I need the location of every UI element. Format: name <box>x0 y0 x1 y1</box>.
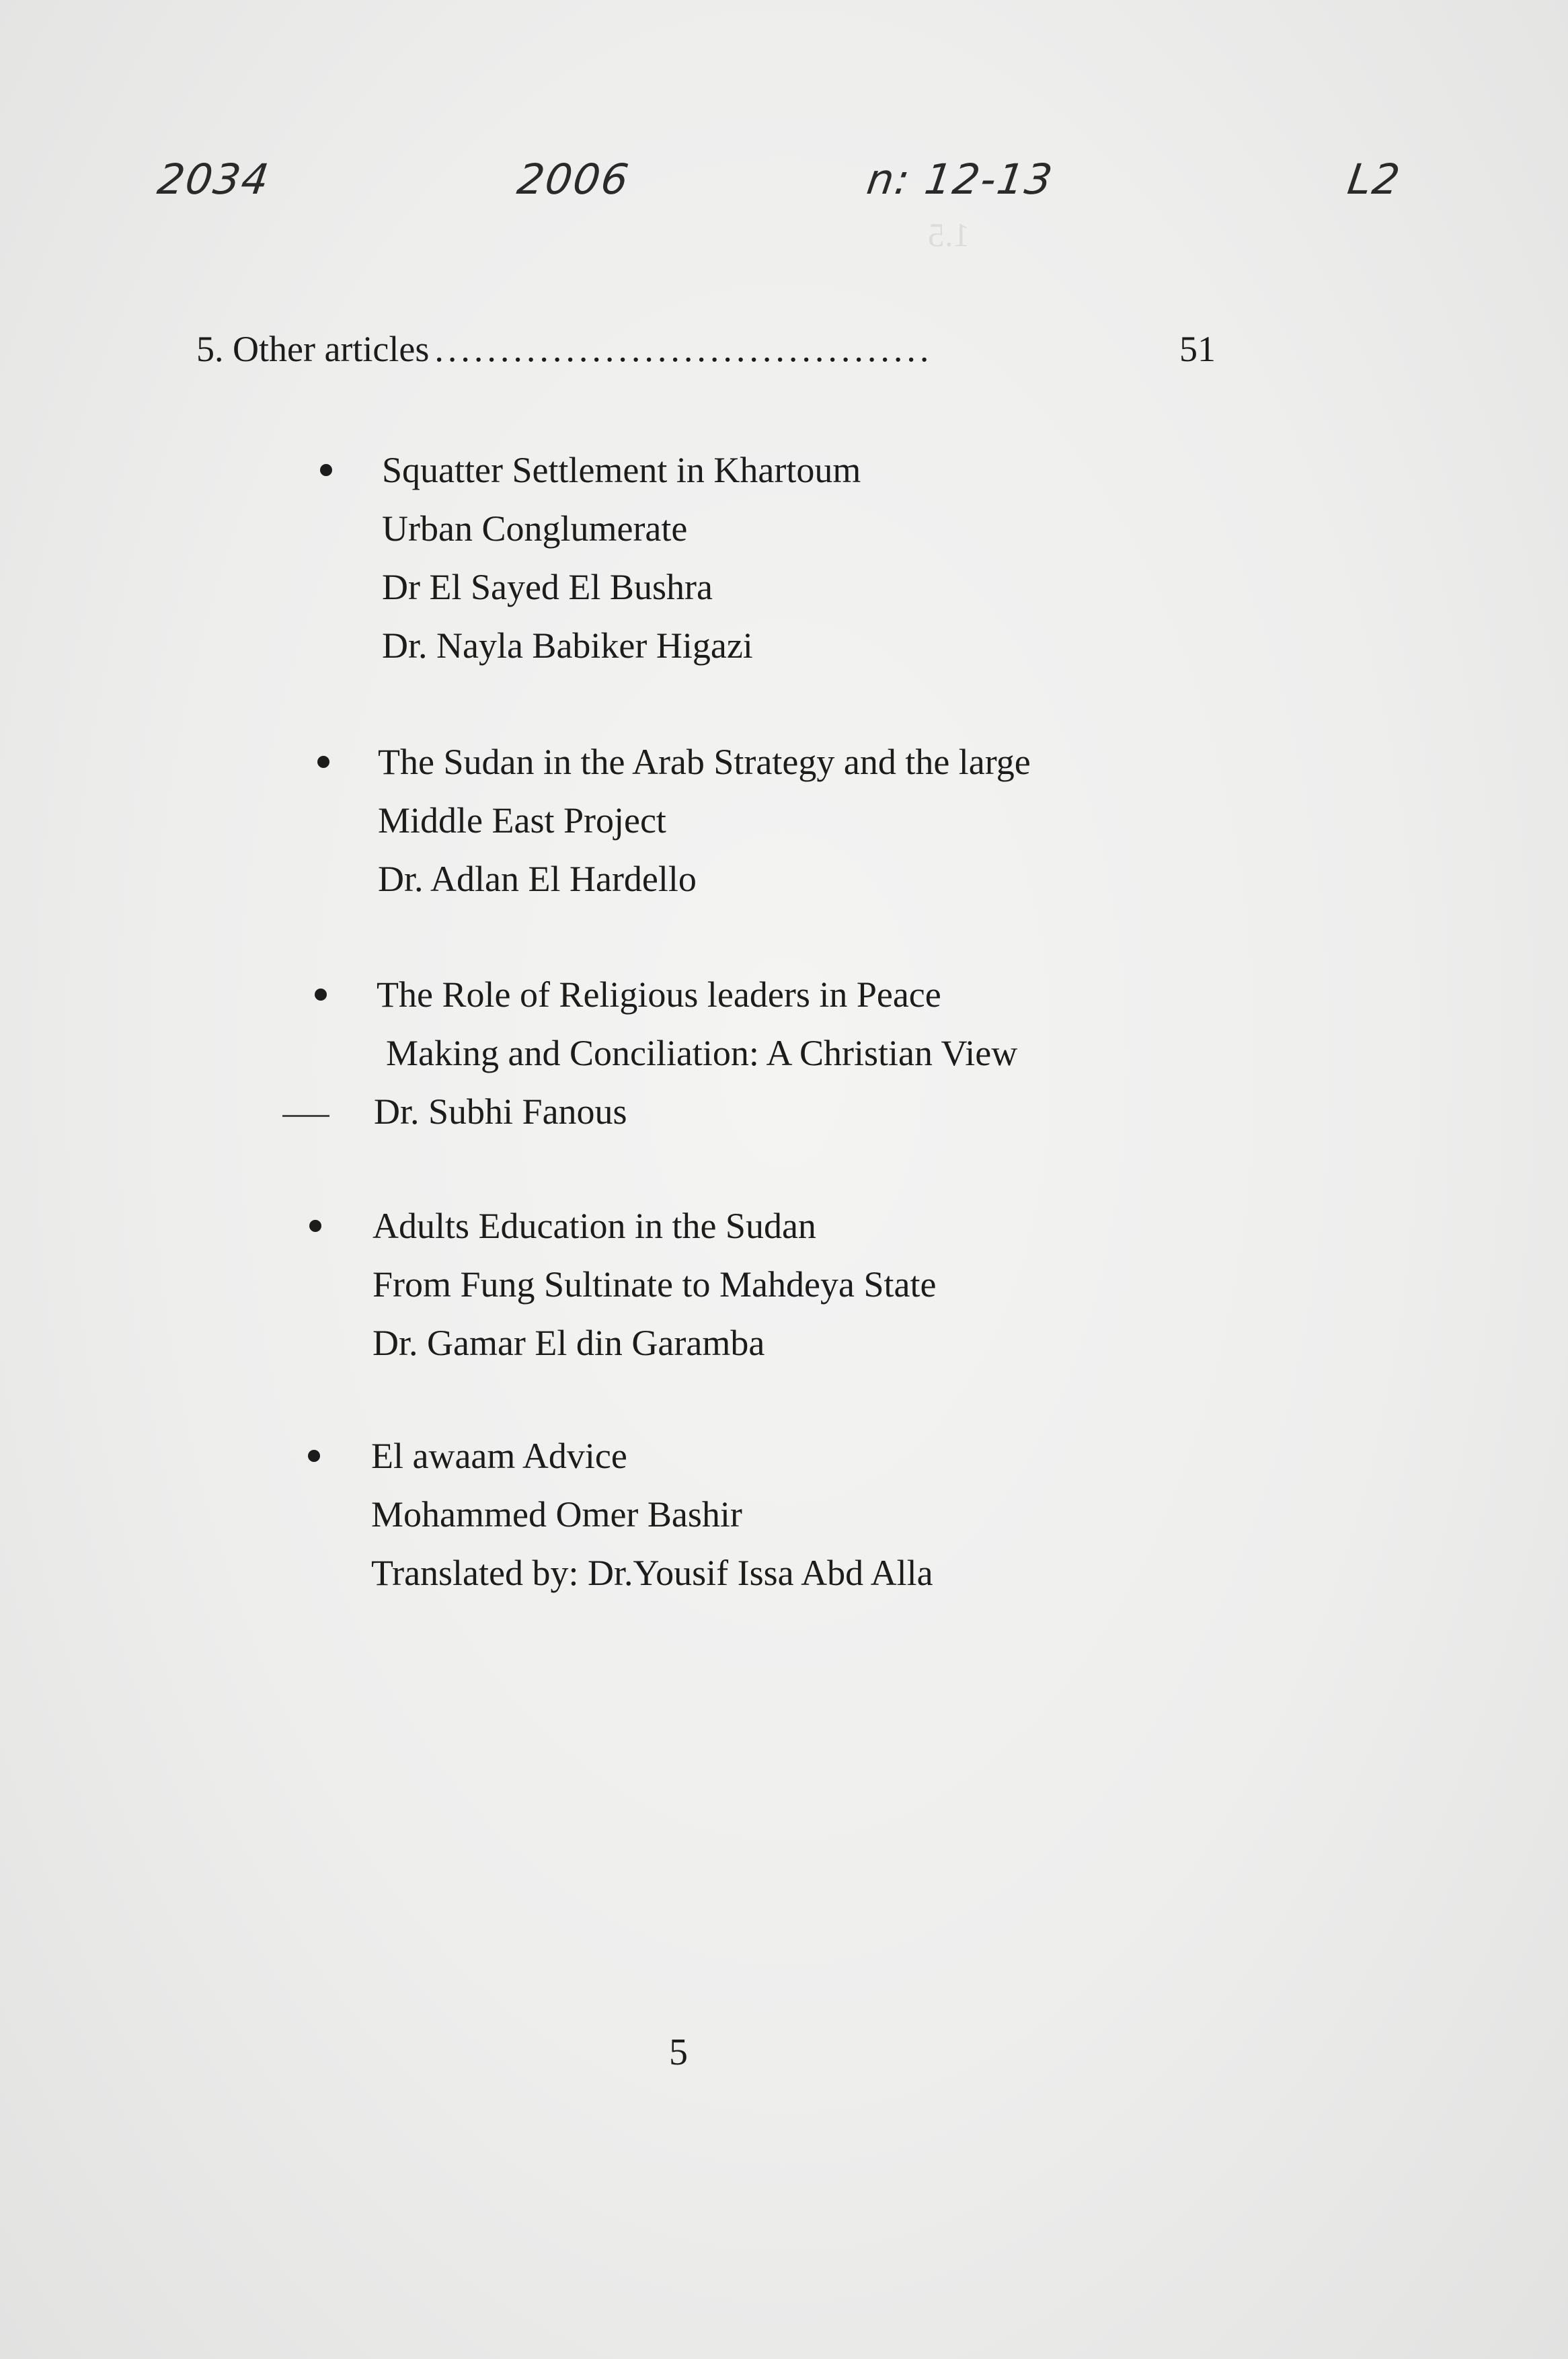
article-title: Squatter Settlement in Khartoum <box>382 450 861 490</box>
toc-page-number: 51 <box>1179 329 1216 369</box>
handwritten-note: n: 12-13 <box>863 155 1057 204</box>
article-author: Dr. Subhi Fanous <box>374 1091 627 1132</box>
article-subtitle: Urban Conglumerate <box>382 508 688 549</box>
article-entry <box>378 733 1031 908</box>
toc-label: 5. Other articles <box>196 329 430 369</box>
bullet-icon <box>315 989 327 1001</box>
article-title: The Sudan in the Arab Strategy and the large <box>378 742 1031 782</box>
article-author: Mohammed Omer Bashir <box>371 1494 742 1535</box>
handwritten-note: 2006 <box>514 155 633 204</box>
article-author: Dr El Sayed El Bushra <box>382 567 713 607</box>
article-entry <box>371 1427 933 1602</box>
article-entry <box>374 966 1018 1141</box>
article-subtitle: Making and Conciliation: A Christian View <box>386 1033 1018 1073</box>
article-subtitle: Middle East Project <box>378 800 666 841</box>
article-entry <box>382 441 861 675</box>
handwritten-note: L2 <box>1344 155 1405 204</box>
article-title: El awaam Advice <box>371 1436 627 1476</box>
bullet-icon <box>317 756 329 768</box>
article-subtitle: From Fung Sultinate to Mahdeya State <box>373 1264 937 1305</box>
article-author: Dr. Gamar El din Garamba <box>373 1323 765 1363</box>
article-author: Dr. Adlan El Hardello <box>378 859 697 899</box>
article-title: The Role of Religious leaders in Peace <box>377 974 941 1015</box>
article-translator: Translated by: Dr.Yousif Issa Abd Alla <box>371 1553 933 1593</box>
bleed-through-text: 1.5 <box>928 216 970 254</box>
bullet-icon <box>308 1450 320 1462</box>
article-title: Adults Education in the Sudan <box>373 1206 816 1246</box>
article-author: Dr. Nayla Babiker Higazi <box>382 625 753 666</box>
handwritten-note: 2034 <box>154 155 273 204</box>
toc-leader-dots: ...................................... <box>434 329 933 369</box>
toc-entry <box>196 328 1218 370</box>
article-entry <box>373 1197 936 1372</box>
bullet-icon <box>309 1220 321 1232</box>
stray-pen-mark <box>282 1115 329 1117</box>
page-number: 5 <box>669 2032 688 2073</box>
bullet-icon <box>320 464 332 476</box>
